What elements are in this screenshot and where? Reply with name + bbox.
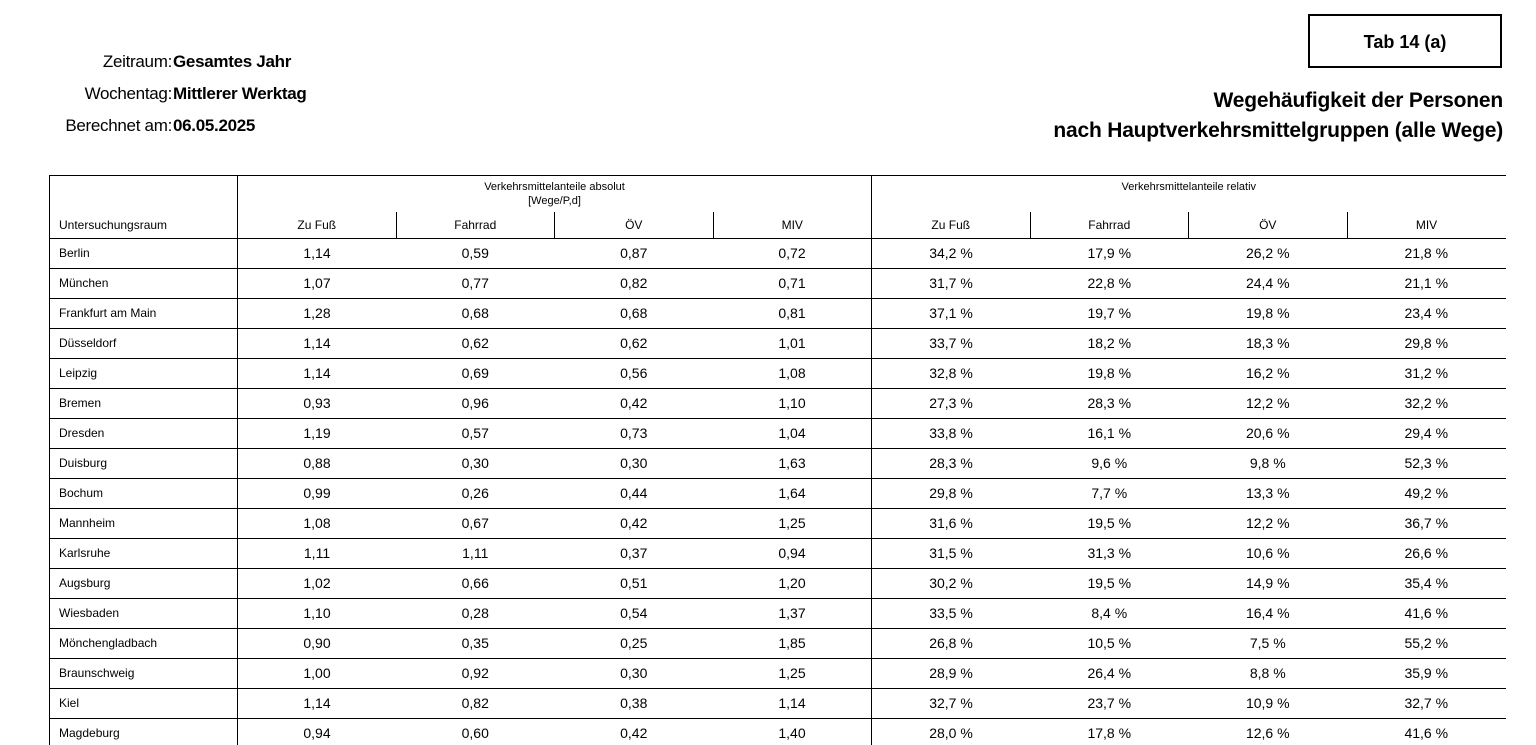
value-cell: 7,7 % <box>1030 478 1189 508</box>
value-cell: 0,30 <box>555 658 714 688</box>
value-cell: 19,5 % <box>1030 508 1189 538</box>
value-cell: 29,8 % <box>872 478 1031 508</box>
value-cell: 1,11 <box>396 538 555 568</box>
berechnet-label: Berechnet am: <box>65 116 172 135</box>
value-cell: 19,7 % <box>1030 298 1189 328</box>
berechnet-value: 06.05.2025 <box>173 116 256 135</box>
value-cell: 0,44 <box>555 478 714 508</box>
value-cell: 10,5 % <box>1030 628 1189 658</box>
value-cell: 0,68 <box>396 298 555 328</box>
value-cell: 23,7 % <box>1030 688 1189 718</box>
value-cell: 0,59 <box>396 238 555 268</box>
table-row <box>50 358 1506 388</box>
value-cell: 17,8 % <box>1030 718 1189 745</box>
row-name-cell: Düsseldorf <box>50 328 238 358</box>
value-cell: 35,9 % <box>1347 658 1506 688</box>
value-cell: 26,2 % <box>1189 238 1348 268</box>
value-cell: 0,93 <box>238 388 397 418</box>
title-line-2: nach Hauptverkehrsmittelgruppen (alle Wege) <box>1053 119 1503 142</box>
value-cell: 0,69 <box>396 358 555 388</box>
value-cell: 0,71 <box>713 268 872 298</box>
value-cell: 12,6 % <box>1189 718 1348 745</box>
value-cell: 0,56 <box>555 358 714 388</box>
value-cell: 29,8 % <box>1347 328 1506 358</box>
wochentag-value: Mittlerer Werktag <box>173 84 307 103</box>
value-cell: 30,2 % <box>872 568 1031 598</box>
value-cell: 1,14 <box>238 238 397 268</box>
value-cell: 37,1 % <box>872 298 1031 328</box>
value-cell: 26,8 % <box>872 628 1031 658</box>
value-cell: 8,8 % <box>1189 658 1348 688</box>
value-cell: 7,5 % <box>1189 628 1348 658</box>
table-row <box>50 388 1506 418</box>
value-cell: 0,82 <box>555 268 714 298</box>
value-cell: 0,94 <box>713 538 872 568</box>
value-cell: 32,8 % <box>872 358 1031 388</box>
value-cell: 0,67 <box>396 508 555 538</box>
table-row <box>50 508 1506 538</box>
value-cell: 36,7 % <box>1347 508 1506 538</box>
data-table <box>49 175 1506 745</box>
value-cell: 28,3 % <box>872 448 1031 478</box>
row-name-cell: Dresden <box>50 418 238 448</box>
value-cell: 23,4 % <box>1347 298 1506 328</box>
value-cell: 35,4 % <box>1347 568 1506 598</box>
value-cell: 9,6 % <box>1030 448 1189 478</box>
column-header-untersuchungsraum: Untersuchungsraum <box>50 212 238 239</box>
row-name-cell: Augsburg <box>50 568 238 598</box>
value-cell: 1,64 <box>713 478 872 508</box>
value-cell: 0,87 <box>555 238 714 268</box>
value-cell: 32,2 % <box>1347 388 1506 418</box>
value-cell: 0,57 <box>396 418 555 448</box>
value-cell: 0,30 <box>555 448 714 478</box>
column-header-abs-zu-fuss: Zu Fuß <box>238 212 397 239</box>
value-cell: 0,96 <box>396 388 555 418</box>
value-cell: 1,20 <box>713 568 872 598</box>
value-cell: 0,42 <box>555 388 714 418</box>
value-cell: 0,62 <box>396 328 555 358</box>
value-cell: 0,35 <box>396 628 555 658</box>
value-cell: 0,28 <box>396 598 555 628</box>
value-cell: 0,26 <box>396 478 555 508</box>
value-cell: 0,82 <box>396 688 555 718</box>
row-name-cell: München <box>50 268 238 298</box>
table-row <box>50 628 1506 658</box>
value-cell: 31,3 % <box>1030 538 1189 568</box>
value-cell: 1,28 <box>238 298 397 328</box>
row-name-cell: Wiesbaden <box>50 598 238 628</box>
value-cell: 12,2 % <box>1189 508 1348 538</box>
value-cell: 21,8 % <box>1347 238 1506 268</box>
value-cell: 1,40 <box>713 718 872 745</box>
value-cell: 1,11 <box>238 538 397 568</box>
group-absolute-title: Verkehrsmittelanteile absolut <box>484 181 625 193</box>
value-cell: 0,68 <box>555 298 714 328</box>
value-cell: 1,04 <box>713 418 872 448</box>
table-row <box>50 568 1506 598</box>
meta-zeitraum <box>0 46 320 78</box>
value-cell: 1,14 <box>238 688 397 718</box>
value-cell: 0,73 <box>555 418 714 448</box>
value-cell: 0,77 <box>396 268 555 298</box>
value-cell: 17,9 % <box>1030 238 1189 268</box>
value-cell: 1,01 <box>713 328 872 358</box>
row-name-cell: Leipzig <box>50 358 238 388</box>
title-line-1: Wegehäufigkeit der Personen <box>1213 89 1503 112</box>
value-cell: 16,2 % <box>1189 358 1348 388</box>
value-cell: 0,81 <box>713 298 872 328</box>
meta-wochentag <box>0 78 320 110</box>
value-cell: 1,37 <box>713 598 872 628</box>
table-row <box>50 238 1506 268</box>
value-cell: 29,4 % <box>1347 418 1506 448</box>
value-cell: 0,37 <box>555 538 714 568</box>
value-cell: 0,94 <box>238 718 397 745</box>
value-cell: 0,42 <box>555 508 714 538</box>
zeitraum-value: Gesamtes Jahr <box>173 52 292 71</box>
value-cell: 0,51 <box>555 568 714 598</box>
value-cell: 19,8 % <box>1030 358 1189 388</box>
table-row <box>50 658 1506 688</box>
column-header-abs-oev: ÖV <box>555 212 714 239</box>
row-name-cell: Bremen <box>50 388 238 418</box>
table-row <box>50 268 1506 298</box>
table-row <box>50 538 1506 568</box>
row-name-cell: Bochum <box>50 478 238 508</box>
group-relative-title: Verkehrsmittelanteile relativ <box>1121 181 1257 193</box>
value-cell: 0,92 <box>396 658 555 688</box>
row-name-cell: Frankfurt am Main <box>50 298 238 328</box>
column-header-rel-zu-fuss: Zu Fuß <box>872 212 1031 239</box>
value-cell: 49,2 % <box>1347 478 1506 508</box>
table-number-box: Tab 14 (a) <box>1308 14 1502 68</box>
meta-berechnet <box>0 110 320 142</box>
value-cell: 0,72 <box>713 238 872 268</box>
column-header-abs-miv: MIV <box>713 212 872 239</box>
value-cell: 31,6 % <box>872 508 1031 538</box>
report-title <box>1053 86 1503 146</box>
value-cell: 1,07 <box>238 268 397 298</box>
value-cell: 14,9 % <box>1189 568 1348 598</box>
value-cell: 9,8 % <box>1189 448 1348 478</box>
value-cell: 0,88 <box>238 448 397 478</box>
value-cell: 1,08 <box>238 508 397 538</box>
value-cell: 10,6 % <box>1189 538 1348 568</box>
value-cell: 1,10 <box>713 388 872 418</box>
value-cell: 26,6 % <box>1347 538 1506 568</box>
table-row <box>50 298 1506 328</box>
group-absolute-unit: [Wege/P,d] <box>528 195 581 207</box>
value-cell: 1,14 <box>238 328 397 358</box>
zeitraum-label: Zeitraum: <box>102 52 172 71</box>
value-cell: 12,2 % <box>1189 388 1348 418</box>
value-cell: 27,3 % <box>872 388 1031 418</box>
value-cell: 10,9 % <box>1189 688 1348 718</box>
value-cell: 24,4 % <box>1189 268 1348 298</box>
value-cell: 55,2 % <box>1347 628 1506 658</box>
data-table-wrapper <box>49 175 1536 745</box>
value-cell: 16,4 % <box>1189 598 1348 628</box>
row-name-cell: Kiel <box>50 688 238 718</box>
value-cell: 1,08 <box>713 358 872 388</box>
value-cell: 26,4 % <box>1030 658 1189 688</box>
value-cell: 1,19 <box>238 418 397 448</box>
row-name-cell: Magdeburg <box>50 718 238 745</box>
row-name-cell: Karlsruhe <box>50 538 238 568</box>
value-cell: 8,4 % <box>1030 598 1189 628</box>
table-row <box>50 328 1506 358</box>
value-cell: 13,3 % <box>1189 478 1348 508</box>
table-row <box>50 598 1506 628</box>
value-cell: 0,25 <box>555 628 714 658</box>
value-cell: 1,02 <box>238 568 397 598</box>
column-header-rel-miv: MIV <box>1415 217 1438 232</box>
column-header-rel-fahrrad: Fahrrad <box>1030 212 1189 239</box>
value-cell: 19,8 % <box>1189 298 1348 328</box>
value-cell: 33,8 % <box>872 418 1031 448</box>
value-cell: 32,7 % <box>872 688 1031 718</box>
value-cell: 31,2 % <box>1347 358 1506 388</box>
value-cell: 0,60 <box>396 718 555 745</box>
value-cell: 21,1 % <box>1347 268 1506 298</box>
row-name-cell: Mannheim <box>50 508 238 538</box>
value-cell: 1,25 <box>713 658 872 688</box>
row-name-cell: Braunschweig <box>50 658 238 688</box>
value-cell: 0,54 <box>555 598 714 628</box>
table-row <box>50 418 1506 448</box>
value-cell: 0,42 <box>555 718 714 745</box>
wochentag-label: Wochentag: <box>84 84 172 103</box>
value-cell: 22,8 % <box>1030 268 1189 298</box>
table-row <box>50 688 1506 718</box>
row-name-cell: Mönchengladbach <box>50 628 238 658</box>
corner-cell <box>50 176 238 212</box>
value-cell: 34,2 % <box>872 238 1031 268</box>
group-header-relative <box>872 176 1506 212</box>
value-cell: 0,99 <box>238 478 397 508</box>
value-cell: 33,7 % <box>872 328 1031 358</box>
row-name-cell: Berlin <box>50 238 238 268</box>
value-cell: 41,6 % <box>1347 718 1506 745</box>
value-cell: 18,2 % <box>1030 328 1189 358</box>
value-cell: 1,85 <box>713 628 872 658</box>
group-header-absolute <box>238 176 872 212</box>
value-cell: 28,3 % <box>1030 388 1189 418</box>
value-cell: 1,10 <box>238 598 397 628</box>
value-cell: 1,63 <box>713 448 872 478</box>
value-cell: 31,7 % <box>872 268 1031 298</box>
value-cell: 28,0 % <box>872 718 1031 745</box>
column-header-abs-fahrrad: Fahrrad <box>396 212 555 239</box>
value-cell: 52,3 % <box>1347 448 1506 478</box>
value-cell: 0,30 <box>396 448 555 478</box>
value-cell: 1,00 <box>238 658 397 688</box>
column-header-rel-oev: ÖV <box>1189 212 1348 239</box>
row-name-cell: Duisburg <box>50 448 238 478</box>
value-cell: 31,5 % <box>872 538 1031 568</box>
value-cell: 28,9 % <box>872 658 1031 688</box>
value-cell: 41,6 % <box>1347 598 1506 628</box>
value-cell: 33,5 % <box>872 598 1031 628</box>
table-row <box>50 478 1506 508</box>
table-row <box>50 718 1506 745</box>
value-cell: 1,14 <box>238 358 397 388</box>
table-body <box>50 238 1506 745</box>
value-cell: 1,14 <box>713 688 872 718</box>
value-cell: 20,6 % <box>1189 418 1348 448</box>
value-cell: 1,25 <box>713 508 872 538</box>
table-row <box>50 448 1506 478</box>
value-cell: 19,5 % <box>1030 568 1189 598</box>
value-cell: 0,66 <box>396 568 555 598</box>
report-meta <box>0 46 320 142</box>
value-cell: 16,1 % <box>1030 418 1189 448</box>
value-cell: 0,90 <box>238 628 397 658</box>
value-cell: 0,38 <box>555 688 714 718</box>
value-cell: 32,7 % <box>1347 688 1506 718</box>
value-cell: 0,62 <box>555 328 714 358</box>
value-cell: 18,3 % <box>1189 328 1348 358</box>
